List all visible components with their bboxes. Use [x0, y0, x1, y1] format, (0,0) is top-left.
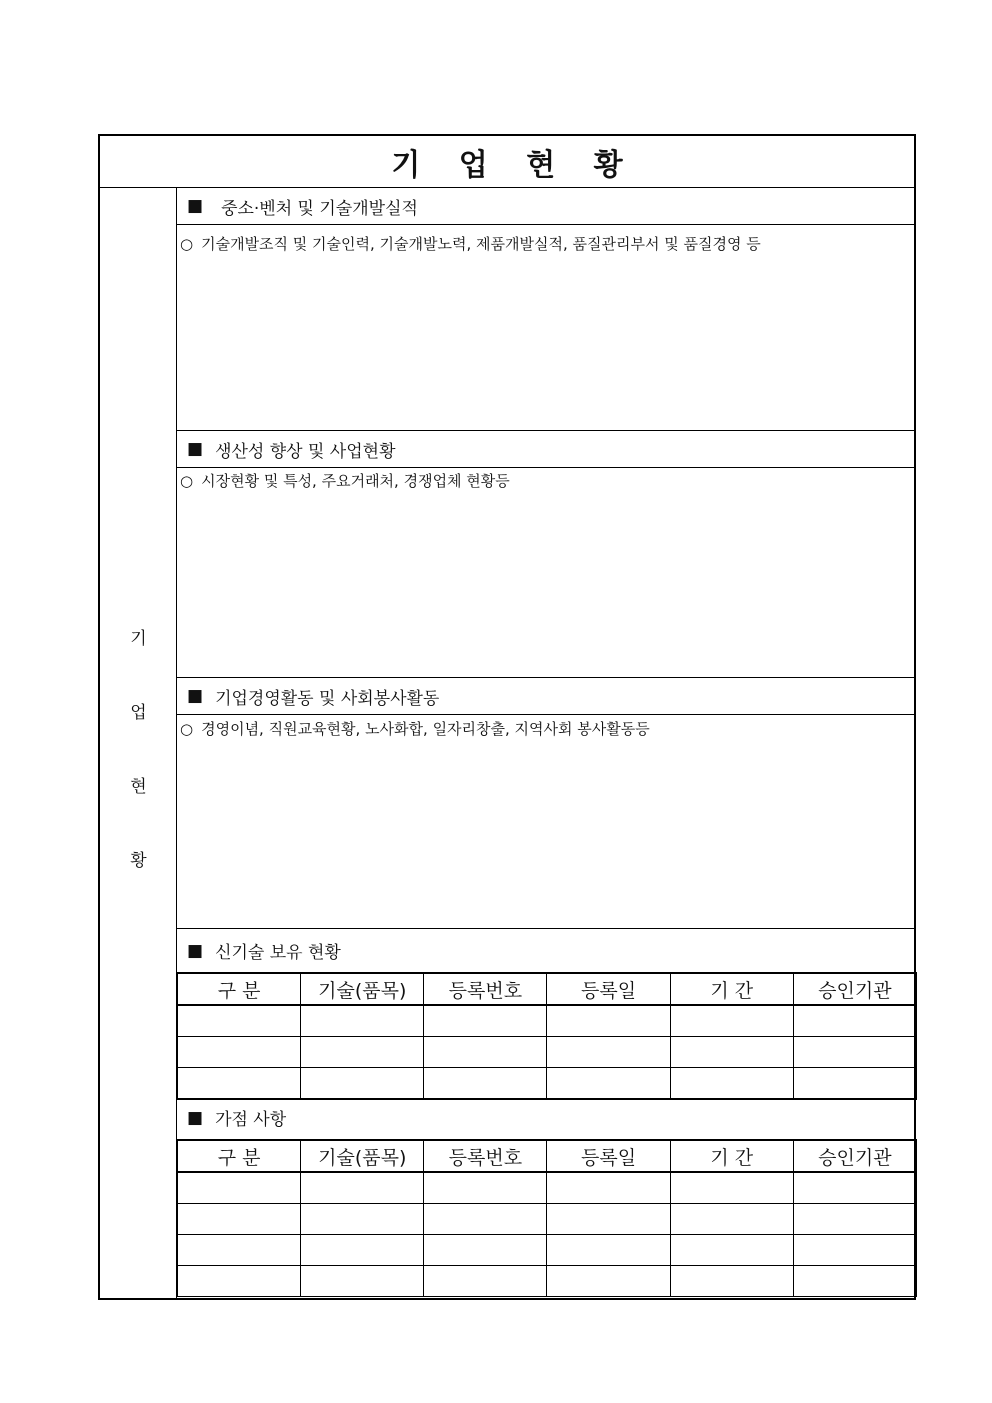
column-header-category: 구 분 [178, 1140, 301, 1172]
table-cell[interactable] [424, 1235, 547, 1266]
new-technology-table [177, 972, 917, 1100]
table-cell[interactable] [793, 1266, 916, 1297]
table-row [178, 1204, 917, 1235]
section-title: 중소·벤처 및 기술개발실적 [221, 198, 418, 219]
table-cell[interactable] [424, 1204, 547, 1235]
content-area [177, 188, 914, 1298]
column-header-registration-number: 등록번호 [424, 1140, 547, 1172]
table-cell[interactable] [547, 1068, 670, 1100]
table-cell[interactable] [424, 1005, 547, 1037]
section-title: 생산성 향상 및 사업현황 [215, 441, 396, 462]
section-body-productivity[interactable] [177, 468, 914, 678]
column-header-registration-number: 등록번호 [424, 973, 547, 1005]
table-cell[interactable] [178, 1172, 301, 1204]
column-header-category: 구 분 [178, 973, 301, 1005]
table-cell[interactable] [547, 1037, 670, 1068]
table-cell[interactable] [178, 1068, 301, 1100]
table-cell[interactable] [301, 1172, 424, 1204]
table-header-row [178, 973, 917, 1005]
column-header-registration-date: 등록일 [547, 973, 670, 1005]
table-cell[interactable] [793, 1235, 916, 1266]
square-bullet-icon: ■ [187, 940, 204, 961]
column-header-period: 기 간 [670, 973, 793, 1005]
table-cell[interactable] [301, 1005, 424, 1037]
table-row [178, 1037, 917, 1068]
table-cell[interactable] [424, 1037, 547, 1068]
section-guide-text: 기술개발조직 및 기술인력, 기술개발노력, 제품개발실적, 품질관리부서 및 품질경영 등 [201, 235, 761, 253]
section-title: 신기술 보유 현황 [215, 943, 341, 963]
section-header-new-technology [177, 929, 914, 972]
square-bullet-icon: ■ [187, 686, 204, 706]
section-guide-text: 시장현황 및 특성, 주요거래처, 경쟁업체 현황등 [201, 472, 510, 490]
table-cell[interactable] [424, 1266, 547, 1297]
table-cell[interactable] [424, 1068, 547, 1100]
table-row [178, 1068, 917, 1100]
column-header-registration-date: 등록일 [547, 1140, 670, 1172]
page-title: 기 업 현 황 [391, 147, 637, 183]
section-header-management-activity [177, 678, 914, 715]
table-row [178, 1005, 917, 1037]
table-cell[interactable] [178, 1037, 301, 1068]
column-header-period: 기 간 [670, 1140, 793, 1172]
square-bullet-icon: ■ [187, 439, 204, 459]
circle-bullet-icon: ○ [180, 235, 194, 253]
table-cell[interactable] [178, 1204, 301, 1235]
section-title: 가점 사항 [215, 1110, 287, 1130]
table-cell[interactable] [178, 1005, 301, 1037]
table-cell[interactable] [178, 1235, 301, 1266]
section-header-productivity [177, 431, 914, 468]
column-header-approval-agency: 승인기관 [793, 1140, 916, 1172]
column-header-technology: 기술(품목) [301, 973, 424, 1005]
section-header-tech-development [177, 188, 914, 225]
table-cell[interactable] [670, 1204, 793, 1235]
section-body-management-activity[interactable] [177, 715, 914, 929]
table-cell[interactable] [670, 1068, 793, 1100]
section-header-bonus-points [177, 1096, 914, 1139]
table-cell[interactable] [670, 1037, 793, 1068]
square-bullet-icon: ■ [187, 196, 204, 216]
section-title: 기업경영활동 및 사회봉사활동 [215, 688, 440, 709]
circle-bullet-icon: ○ [180, 472, 194, 490]
bonus-points-table [177, 1139, 917, 1297]
column-header-approval-agency: 승인기관 [793, 973, 916, 1005]
side-label-char: 기 [130, 629, 147, 649]
table-cell[interactable] [301, 1068, 424, 1100]
table-cell[interactable] [424, 1172, 547, 1204]
side-label-char: 현 [130, 777, 147, 797]
side-label-char: 황 [130, 851, 147, 871]
table-cell[interactable] [547, 1204, 670, 1235]
table-cell[interactable] [547, 1266, 670, 1297]
table-cell[interactable] [670, 1005, 793, 1037]
table-cell[interactable] [670, 1172, 793, 1204]
title-row [100, 136, 914, 188]
section-guide-text: 경영이념, 직원교육현황, 노사화합, 일자리창출, 지역사회 봉사활동등 [201, 720, 650, 738]
table-cell[interactable] [793, 1005, 916, 1037]
table-row [178, 1235, 917, 1266]
section-body-tech-development[interactable] [177, 225, 914, 431]
side-label-column [100, 188, 177, 1298]
side-label-char: 업 [130, 703, 147, 723]
table-row [178, 1266, 917, 1297]
table-header-row [178, 1140, 917, 1172]
circle-bullet-icon: ○ [180, 720, 194, 738]
table-cell[interactable] [670, 1266, 793, 1297]
square-bullet-icon: ■ [187, 1107, 204, 1128]
table-cell[interactable] [301, 1037, 424, 1068]
table-cell[interactable] [547, 1172, 670, 1204]
table-row [178, 1172, 917, 1204]
table-cell[interactable] [670, 1235, 793, 1266]
company-status-form [98, 134, 916, 1300]
table-cell[interactable] [793, 1068, 916, 1100]
table-cell[interactable] [178, 1266, 301, 1297]
table-cell[interactable] [547, 1235, 670, 1266]
table-cell[interactable] [301, 1204, 424, 1235]
table-cell[interactable] [793, 1037, 916, 1068]
column-header-technology: 기술(품목) [301, 1140, 424, 1172]
table-cell[interactable] [301, 1235, 424, 1266]
table-cell[interactable] [793, 1204, 916, 1235]
table-cell[interactable] [793, 1172, 916, 1204]
table-cell[interactable] [547, 1005, 670, 1037]
table-cell[interactable] [301, 1266, 424, 1297]
